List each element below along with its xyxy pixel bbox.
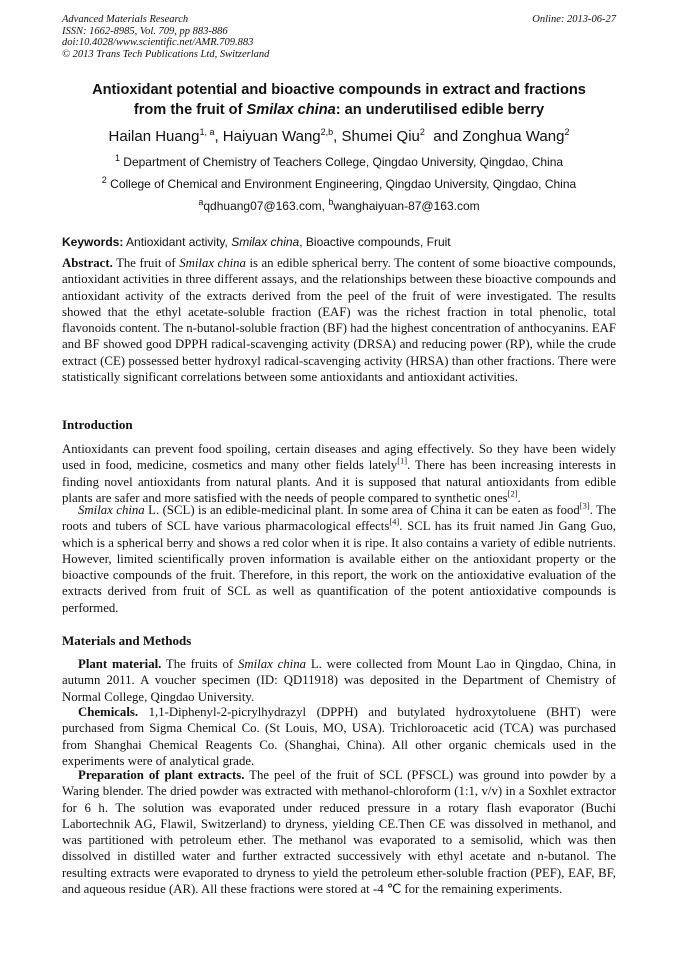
body-text: . SCL has its fruit named Jin Gang Guo, which is a spherical berry and shows a red color when it is ripe. It also contains a variety of edible nutrients. However, limited scientifically proven information is available either on the antioxidant property or the bioactive compounds of the fruit. Therefore, in this report, the work on the antioxidative evaluation of the extracts derived from fruit of SCL as well as quantification of the potent antioxidative compounds is performed. [62, 519, 617, 615]
email-marker: a [198, 197, 204, 207]
author-sep: and [424, 128, 463, 145]
body-species: Smilax china [237, 657, 307, 671]
abstract-label: Abstract. [62, 256, 113, 270]
author-affil: 1, a [199, 127, 215, 137]
title-text: from the fruit of [133, 102, 247, 118]
author-list [62, 127, 616, 147]
author-affil: 2 [564, 127, 570, 137]
abstract [62, 255, 616, 385]
subsection-label: Preparation of plant extracts. [78, 768, 245, 782]
citation-ref[interactable]: [1] [397, 456, 408, 467]
author-name: Haiyuan Wang [222, 128, 321, 145]
journal-name: Advanced Materials Research [62, 14, 189, 25]
author-sep: , [214, 128, 223, 145]
keyword-species: Smilax china [231, 235, 300, 249]
keywords-label: Keywords: [62, 235, 124, 249]
email-marker: b [328, 197, 334, 207]
keyword-text: , Bioactive compounds, Fruit [299, 235, 451, 249]
introduction-paragraph-1 [62, 441, 616, 506]
plant-material-paragraph [62, 656, 616, 705]
body-text: 1,1-Diphenyl-2-picrylhydrazyl (DPPH) and butylated hydroxytoluene (BHT) were purchased from Sigma Chemical Co. (St Louis, MO, USA). Trichloroacetic acid (TCA) was purchased from Shanghai Chemical Reagents Co. (Shanghai, China). All other organic chemicals used in the experiments were of analytical grade. [62, 705, 616, 768]
doi-line: doi:10.4028/www.scientific.net/AMR.709.883 [62, 37, 254, 48]
body-text: L. were collected from Mount Lao in Qingdao, China, in autumn 2011. A voucher specimen (ID: QD11918) was deposited in the Department of Chemistry of Normal College, Qingdao University. [62, 657, 616, 704]
issn-line: ISSN: 1662-8985, Vol. 709, pp 883-886 [62, 25, 228, 37]
keywords [62, 234, 616, 250]
body-text: . The roots and tubers of SCL have various pharmacological effects [62, 503, 617, 534]
body-text: L. (SCL) is an edible-medicinal plant. In some area of China it can be eaten as food [144, 503, 580, 517]
affiliation-text: College of Chemical and Environment Engineering, Qingdao University, Qingdao, China [106, 177, 577, 191]
methods-heading: Materials and Methods [62, 633, 192, 648]
subsection-label: Chemicals. [78, 705, 139, 719]
abstract-text: The fruit of [112, 256, 180, 270]
email-link[interactable]: qdhuang07@163.com [203, 199, 322, 213]
author-affil: 2,b [320, 127, 334, 137]
body-text: . [517, 490, 521, 505]
citation-ref[interactable]: [4] [389, 517, 400, 528]
author-emails [62, 199, 616, 214]
introduction-heading: Introduction [62, 417, 133, 432]
body-text: Antioxidants can prevent food spoiling, certain diseases and aging effectively. So they have been widely used in food, medicine, cosmetics and many other fields lately [62, 442, 616, 473]
copyright-line: © 2013 Trans Tech Publications Ltd, Switzerland [62, 48, 270, 60]
title-species: Smilax china [246, 102, 336, 118]
email-sep: , [321, 199, 329, 213]
affiliation-number: 2 [101, 175, 107, 185]
paper-title [62, 80, 616, 120]
affiliation-number: 1 [114, 153, 120, 163]
author-sep: , [333, 128, 342, 145]
abstract-species: Smilax china [179, 256, 246, 270]
title-line-2 [62, 100, 616, 120]
body-species: Smilax china [78, 503, 145, 517]
journal-header [62, 14, 616, 60]
online-date: Online: 2013-06-27 [532, 14, 616, 25]
citation-ref[interactable]: [2] [507, 488, 518, 499]
author-name: Hailan Huang [108, 128, 200, 145]
body-text: The fruits of [161, 657, 238, 671]
affiliation-1 [62, 155, 616, 170]
keyword-text: Antioxidant activity, [123, 235, 232, 249]
chemicals-paragraph [62, 704, 616, 769]
author-name: Zonghua Wang [462, 128, 565, 145]
email-link[interactable]: wanghaiyuan-87@163.com [333, 199, 480, 213]
introduction-paragraph-2 [62, 502, 616, 616]
citation-ref[interactable]: [3] [579, 500, 590, 511]
subsection-label: Plant material. [78, 657, 162, 671]
title-text-end: : an underutilised edible berry [335, 102, 545, 118]
affiliation-text: Department of Chemistry of Teachers College, Qingdao University, Qingdao, China [119, 155, 564, 169]
author-affil: 2 [419, 127, 425, 137]
body-text: . There has been increasing interests in finding novel antioxidants from natural plants. And it is supposed that natural antioxidants from edible plants are safer and more satisfied with the needs of people compared to synthetic ones [62, 458, 617, 505]
preparation-paragraph [62, 767, 616, 897]
author-name: Shumei Qiu [341, 128, 420, 145]
affiliation-2 [62, 177, 616, 192]
title-line-1: Antioxidant potential and bioactive compounds in extract and fractions [92, 82, 586, 98]
abstract-text: is an edible spherical berry. The content of some bioactive compounds, antioxidant activities in three different assays, and the relationships between these bioactive compounds and antioxidant activity of the extracts derived from the peel of the fruit of were investigated. The results showed that the ethyl acetate-soluble fraction (EAF) was the richest fraction in total phenolic, total flavonoids content. The n-butanol-soluble fraction (BF) had the highest concentration of anthocyanins. EAF and BF showed good DPPH radical-scavenging activity (DRSA) and reducing power (RP), while the crude extract (CE) possessed better hydroxyl radical-scavenging activity (HRSA) than other fractions. There were statistically significant correlations between some antioxidants and antioxidant activities. [62, 256, 616, 385]
body-text: The peel of the fruit of SCL (PFSCL) was ground into powder by a Waring blender. The dried powder was extracted with methanol-chloroform (1:1, v/v) in a Soxhlet extractor for 6 h. The solution was evaporated under reduced pressure in a rotary flash evaporator (Buchi Labortechnik AG, Flawil, Switzerland) to dryness, yielding CE.Then CE was dissolved in methanol, and was partitioned with petroleum ether. The methanol was evaporated to a semisolid, which was then dissolved in distilled water and further extracted successively with ethyl acetate and n-butanol. The resulting extracts were evaporated to dryness to yield the petroleum ether-soluble fraction (PEF), EAF, BF, and aqueous residue (AR). All these fractions were stored at -4 ℃ for the remaining experiments. [62, 768, 617, 897]
